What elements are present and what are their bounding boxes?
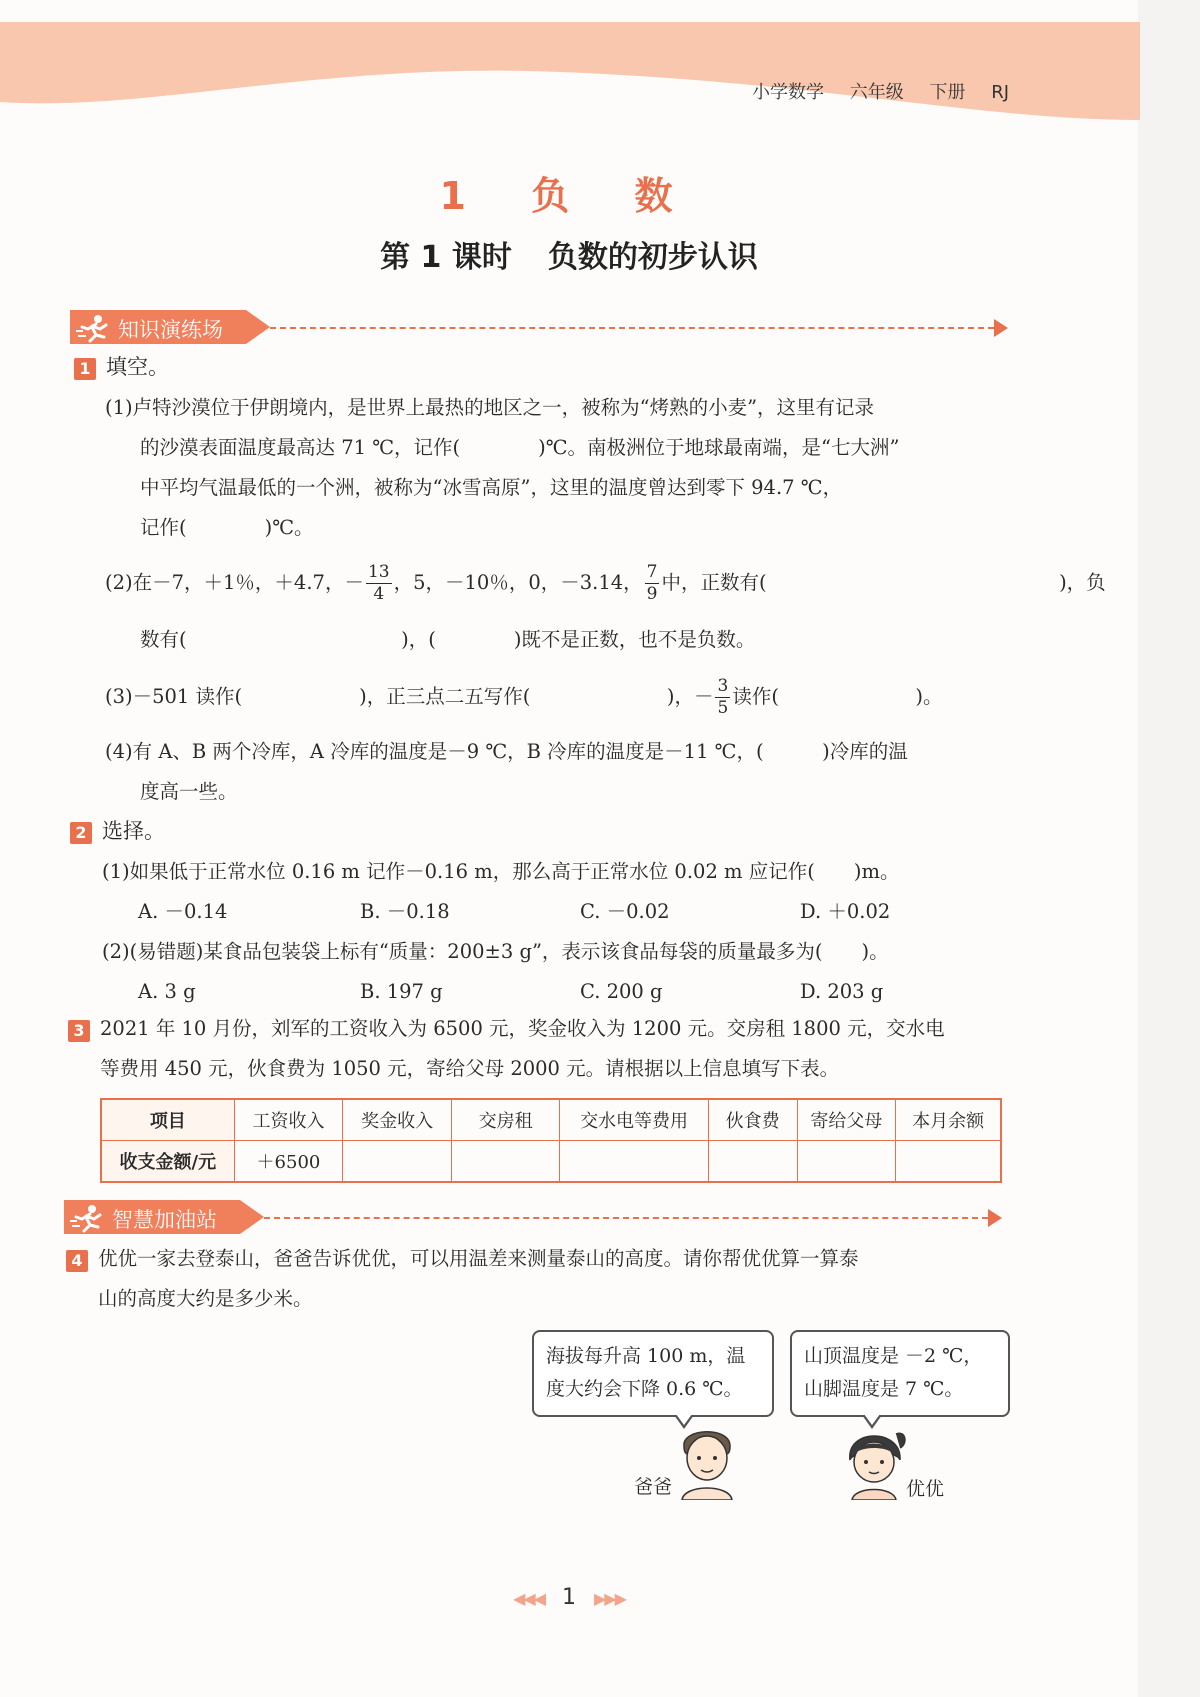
section-title: 知识演练场 xyxy=(118,318,223,342)
subject-label: 小学数学 xyxy=(752,82,824,103)
table-header-cell: 交房租 xyxy=(451,1099,559,1141)
runner-icon xyxy=(74,313,110,343)
chapter-name: 负 数 xyxy=(531,174,699,218)
question-number: 4 xyxy=(66,1250,88,1272)
q1-p3: (3)－501 读作( )，正三点二五写作( )，－ $\frac{3}{5}$ 读作( )。 xyxy=(105,676,943,718)
q2-p1-option-b[interactable]: B. －0.18 xyxy=(360,900,450,923)
lesson-name: 负数的初步认识 xyxy=(547,240,758,275)
girl-label: 优优 xyxy=(906,1478,945,1500)
answer-cell[interactable] xyxy=(708,1141,797,1183)
answer-cell[interactable] xyxy=(797,1141,896,1183)
grade-label: 六年级 xyxy=(849,82,904,103)
section-title: 智慧加油站 xyxy=(112,1208,217,1232)
book-info xyxy=(752,78,1029,104)
table-header-cell: 本月余额 xyxy=(896,1099,1001,1141)
q2-p1-option-d[interactable]: D. ＋0.02 xyxy=(800,900,891,923)
q4-line1: 优优一家去登泰山，爸爸告诉优优，可以用温差来测量泰山的高度。请你帮优优算一算泰 xyxy=(98,1247,859,1270)
lesson-title xyxy=(0,232,1138,276)
fraction: $\frac{7}{9}$ xyxy=(646,562,658,604)
question-number: 2 xyxy=(70,822,92,844)
q2-p2-option-a[interactable]: A. 3 g xyxy=(138,980,196,1003)
q1-p2-line2: 数有( )，( )既不是正数，也不是负数。 xyxy=(140,628,756,651)
page-footer xyxy=(0,1585,1138,1610)
table-row xyxy=(101,1141,1001,1183)
q2-p2-option-d[interactable]: D. 203 g xyxy=(800,980,884,1003)
dad-label: 爸爸 xyxy=(634,1476,673,1498)
q1-p4-line1: (4)有 A、B 两个冷库，A 冷库的温度是－9 ℃，B 冷库的温度是－11 ℃，( )冷库的温 xyxy=(105,740,908,763)
section-banner-practice xyxy=(70,310,1010,348)
table-header-cell: 伙食费 xyxy=(708,1099,797,1141)
table-header-cell: 奖金收入 xyxy=(343,1099,452,1141)
q2-p2-stem: (2)(易错题)某食品包装袋上标有“质量：200±3 g”，表示该食品每袋的质量最多为( )。 xyxy=(102,940,889,963)
answer-cell[interactable] xyxy=(343,1141,452,1183)
income-expense-table xyxy=(100,1098,1002,1183)
page-number: 1 xyxy=(562,1585,576,1610)
q1-p2-line1: (2)在－7，＋1％，＋4.7，－ $\frac{13}{4}$ ，5，－10％，0，－3.14， $\frac{7}{9}$ 中，正数有( )，负 xyxy=(105,562,1106,604)
arrow-right-icon xyxy=(994,319,1008,337)
q3-line2: 等费用 450 元，伙食费为 1050 元，寄给父母 2000 元。请根据以上信息填写下表。 xyxy=(100,1057,840,1080)
next-arrows-icon: ▶▶▶ xyxy=(594,1589,625,1608)
volume-label: 下册 xyxy=(929,82,966,103)
girl-illustration xyxy=(840,1420,910,1500)
table-header-cell: 寄给父母 xyxy=(797,1099,896,1141)
dad-illustration xyxy=(672,1420,742,1500)
q4-line2: 山的高度大约是多少米。 xyxy=(98,1287,313,1310)
q2-p1-option-a[interactable]: A. －0.14 xyxy=(138,900,228,923)
table-header-cell: 交水电等费用 xyxy=(560,1099,709,1141)
chapter-title xyxy=(0,165,1138,220)
table-header-cell: 项目 xyxy=(101,1099,234,1141)
speech-bubble-girl: 山顶温度是 －2 ℃， 山脚温度是 7 ℃。 xyxy=(790,1330,1010,1417)
question-number: 1 xyxy=(74,358,96,380)
q1-p4-line2: 度高一些。 xyxy=(140,780,238,803)
section-banner-challenge xyxy=(64,1200,1004,1238)
page-edge xyxy=(1138,0,1200,1697)
q2-p2-option-b[interactable]: B. 197 g xyxy=(360,980,443,1003)
chapter-number: 1 xyxy=(439,174,492,218)
fraction: $\frac{13}{4}$ xyxy=(367,562,390,604)
q2-p1-option-c[interactable]: C. －0.02 xyxy=(580,900,670,923)
edition-label: RJ xyxy=(991,82,1010,103)
q2-p2-option-c[interactable]: C. 200 g xyxy=(580,980,663,1003)
arrow-right-icon xyxy=(988,1209,1002,1227)
question-number: 3 xyxy=(68,1020,90,1042)
q1-p1-line2: 的沙漠表面温度最高达 71 ℃，记作( )℃。南极洲位于地球最南端，是“七大洲” xyxy=(140,436,900,459)
q2-p1-stem: (1)如果低于正常水位 0.16 m 记作－0.16 m，那么高于正常水位 0.02 m 应记作( )m。 xyxy=(102,860,900,883)
answer-cell[interactable] xyxy=(560,1141,709,1183)
answer-cell[interactable] xyxy=(896,1141,1001,1183)
question-title: 选择。 xyxy=(102,819,165,843)
q1-p1-line1: (1)卢特沙漠位于伊朗境内，是世界上最热的地区之一，被称为“烤熟的小麦”，这里有记录 xyxy=(105,396,875,419)
question-title: 填空。 xyxy=(106,355,169,379)
table-cell: ＋6500 xyxy=(234,1141,343,1183)
lesson-label: 第 1 课时 xyxy=(380,240,512,275)
q1-p1-line3: 中平均气温最低的一个洲，被称为“冰雪高原”，这里的温度曾达到零下 94.7 ℃， xyxy=(140,476,843,499)
table-header-cell: 工资收入 xyxy=(234,1099,343,1141)
runner-icon xyxy=(68,1203,104,1233)
speech-bubble-dad: 海拔每升高 100 m，温 度大约会下降 0.6 ℃。 xyxy=(532,1330,774,1417)
table-cell: 收支金额/元 xyxy=(101,1141,234,1183)
prev-arrows-icon: ◀◀◀ xyxy=(513,1589,544,1608)
answer-cell[interactable] xyxy=(451,1141,559,1183)
fraction: $\frac{3}{5}$ xyxy=(717,676,729,718)
q1-p1-line4: 记作( )℃。 xyxy=(140,516,314,539)
table-header-row xyxy=(101,1099,1001,1141)
q3-line1: 2021 年 10 月份，刘军的工资收入为 6500 元，奖金收入为 1200 元。交房租 1800 元，交水电 xyxy=(100,1017,945,1040)
